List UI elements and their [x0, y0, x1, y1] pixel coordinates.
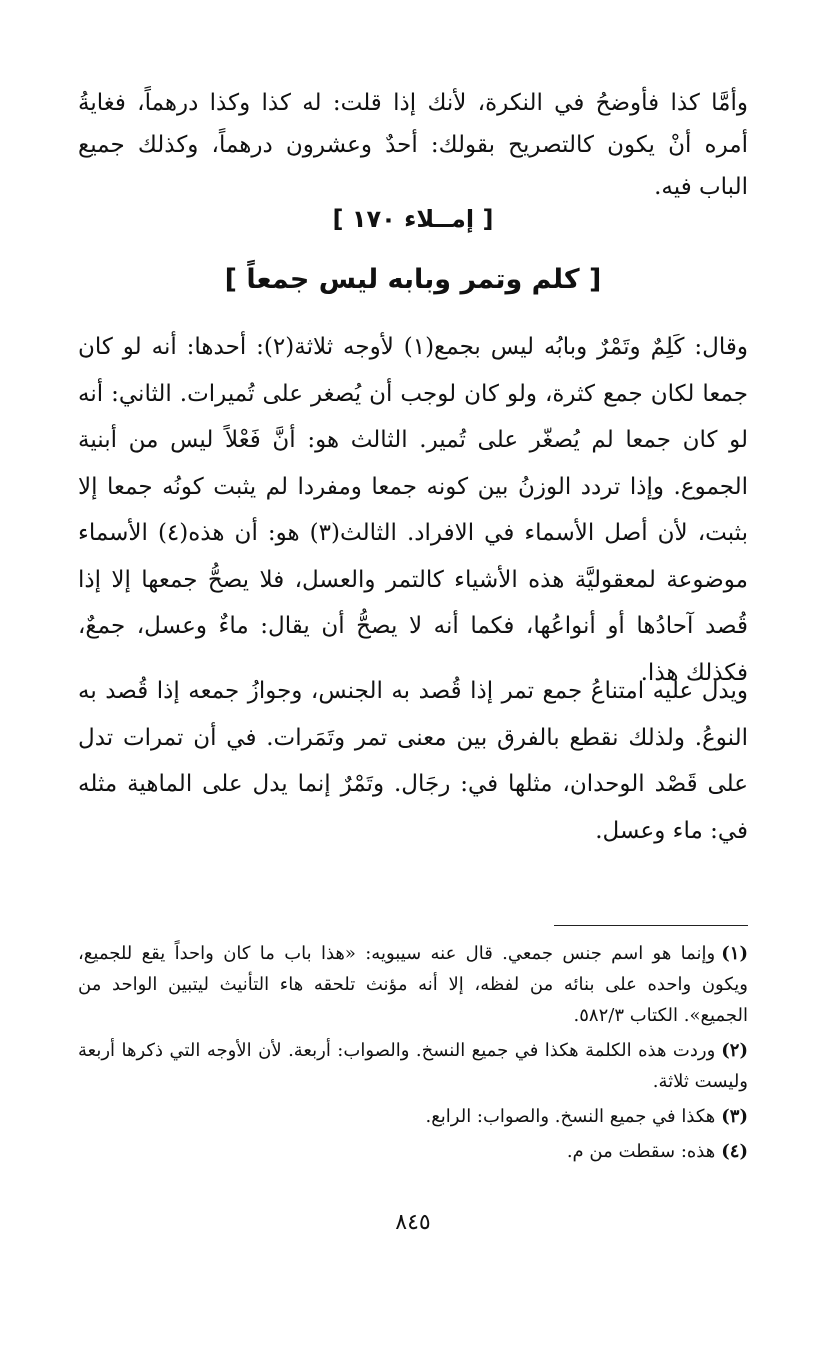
footnote-text: وردت هذه الكلمة هكذا في جميع النسخ. والصواب: أربعة. لأن الأوجه التي ذكرها أربعة وليست ثلاثة. [78, 1040, 748, 1092]
footnotes [78, 938, 748, 1171]
footnote-number: (٤) [721, 1141, 748, 1162]
footnote-divider [554, 925, 748, 926]
footnote-2 [78, 1035, 748, 1097]
section-title: [ كلم وتمر وبابه ليس جمعاً ] [224, 264, 602, 295]
footnote-number: (٣) [721, 1106, 748, 1127]
body-paragraph-2: ويدل عليه امتناعُ جمع تمر إذا قُصد به الجنس، وجوازُ جمعه إذا قُصد به النوعُ. ولذلك نقطع بالفرق بين معنى تمر وتَمَرات. في أن تمرات تدل على قَصْد الوحدان، مثلها في: رجَال. وتَمْرٌ إنما يدل على الماهية مثله في: ماء وعسل. [78, 678, 748, 844]
imla-heading: [ إمــلاء ١٧٠ ] [332, 205, 494, 233]
footnote-text: هكذا في جميع النسخ. والصواب: الرابع. [425, 1106, 716, 1127]
footnote-text: وإنما هو اسم جنس جمعي. قال عنه سيبويه: «هذا باب ما كان واحداً يقع للجميع، ويكون واحده على بنائه من لفظه، إلا أنه مؤنث تلحقه هاء التأنيث ليتبين الواحد من الجميع». الكتاب ٥٨٢/٣. [78, 943, 748, 1026]
footnote-number: (٢) [721, 1040, 748, 1061]
page-number: ٨٤٥ [395, 1210, 431, 1235]
intro-paragraph: وأمَّا كذا فأوضحُ في النكرة، لأنك إذا قلت: له كذا وكذا درهماً، فغايةُ أمره أنْ يكون كالتصريح بقولك: أحدٌ وعشرون درهماً، وكذلك جميع الباب فيه. [78, 90, 748, 200]
footnote-text: هذه: سقطت من م. [566, 1141, 716, 1162]
footnote-number: (١) [721, 943, 748, 964]
body-paragraph-1: وقال: كَلِمٌ وتَمْرٌ وبابُه ليس بجمع(١) لأوجه ثلاثة(٢): أحدها: أنه لو كان جمعا لكان جمع كثرة، ولو كان لوجب أن يُصغر على تُميرات. الثاني: أنه لو كان جمعا لم يُصغّر على تُمير. الثالث هو: أنَّ فَعْلاً ليس من أبنية الجموع. وإذا تردد الوزنُ بين كونه جمعا ومفردا لم يثبت كونُه جمعا إلا بثبت، لأن أصل الأسماء في الافراد. الثالث(٣) هو: أن هذه(٤) الأسماء موضوعة لمعقوليَّة هذه الأشياء كالتمر والعسل، فلا يصحُّ جمعها إلا إذا قُصد آحادُها أو أنواعُها، فكما أنه لا يصحُّ أن يقال: ماءٌ وعسل، جمعٌ، فكذلك هذا. [78, 334, 749, 686]
footnote-1 [78, 938, 748, 1031]
footnote-4 [78, 1136, 748, 1167]
footnote-3 [78, 1101, 748, 1132]
